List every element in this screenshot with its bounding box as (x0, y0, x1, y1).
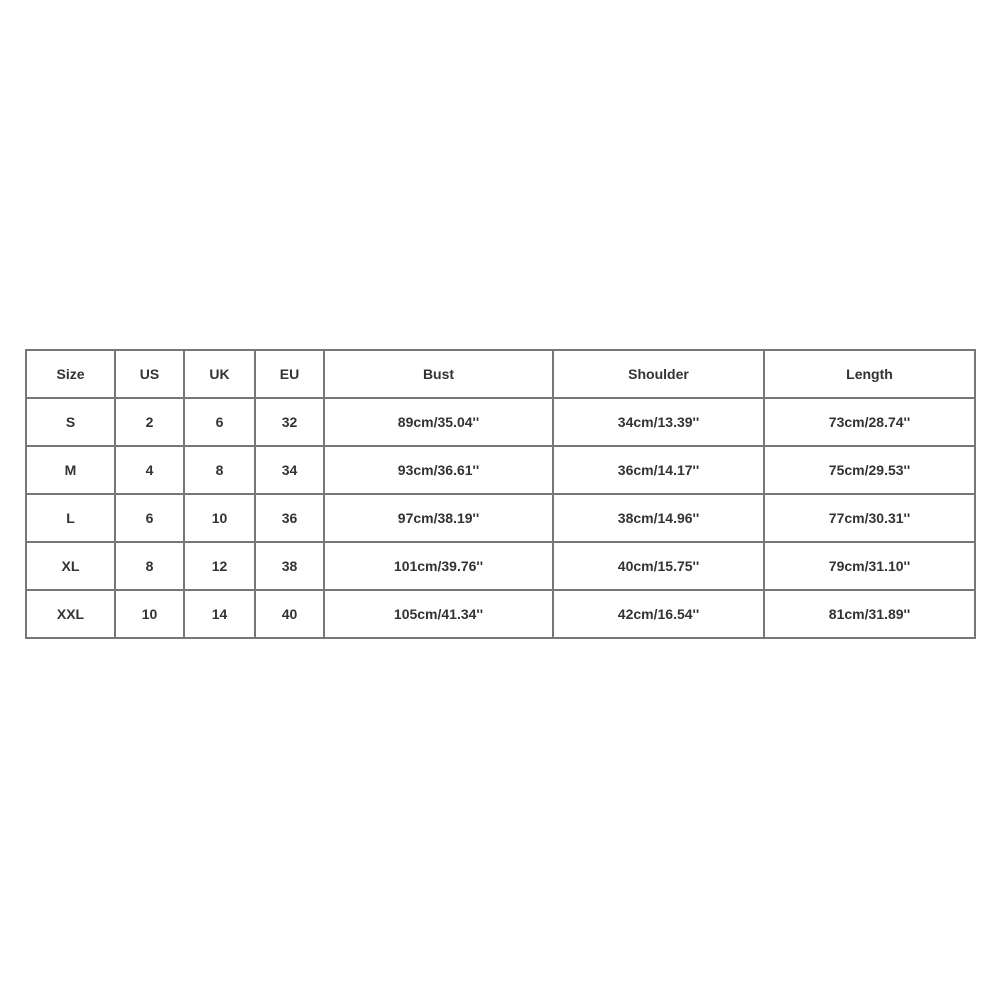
cell-us: 4 (115, 446, 184, 494)
cell-length: 77cm/30.31'' (764, 494, 975, 542)
cell-uk: 10 (184, 494, 255, 542)
table-row (26, 590, 975, 638)
cell-shoulder: 40cm/15.75'' (553, 542, 764, 590)
cell-bust: 89cm/35.04'' (324, 398, 553, 446)
cell-bust: 93cm/36.61'' (324, 446, 553, 494)
cell-us: 10 (115, 590, 184, 638)
cell-uk: 12 (184, 542, 255, 590)
table-row (26, 398, 975, 446)
cell-shoulder: 42cm/16.54'' (553, 590, 764, 638)
header-uk: UK (184, 350, 255, 398)
cell-us: 8 (115, 542, 184, 590)
cell-bust: 101cm/39.76'' (324, 542, 553, 590)
cell-eu: 38 (255, 542, 324, 590)
cell-length: 79cm/31.10'' (764, 542, 975, 590)
cell-eu: 34 (255, 446, 324, 494)
cell-us: 6 (115, 494, 184, 542)
cell-uk: 14 (184, 590, 255, 638)
cell-eu: 36 (255, 494, 324, 542)
cell-us: 2 (115, 398, 184, 446)
cell-size: L (26, 494, 115, 542)
cell-uk: 8 (184, 446, 255, 494)
cell-shoulder: 36cm/14.17'' (553, 446, 764, 494)
cell-length: 73cm/28.74'' (764, 398, 975, 446)
cell-size: XL (26, 542, 115, 590)
size-chart-table (25, 349, 976, 639)
cell-shoulder: 38cm/14.96'' (553, 494, 764, 542)
cell-uk: 6 (184, 398, 255, 446)
header-shoulder: Shoulder (553, 350, 764, 398)
header-row (26, 350, 975, 398)
cell-bust: 97cm/38.19'' (324, 494, 553, 542)
table-row (26, 446, 975, 494)
cell-size: XXL (26, 590, 115, 638)
table-row (26, 542, 975, 590)
cell-length: 75cm/29.53'' (764, 446, 975, 494)
header-size: Size (26, 350, 115, 398)
cell-size: M (26, 446, 115, 494)
cell-length: 81cm/31.89'' (764, 590, 975, 638)
cell-bust: 105cm/41.34'' (324, 590, 553, 638)
cell-eu: 32 (255, 398, 324, 446)
header-length: Length (764, 350, 975, 398)
header-eu: EU (255, 350, 324, 398)
cell-size: S (26, 398, 115, 446)
header-us: US (115, 350, 184, 398)
header-bust: Bust (324, 350, 553, 398)
cell-eu: 40 (255, 590, 324, 638)
cell-shoulder: 34cm/13.39'' (553, 398, 764, 446)
table-row (26, 494, 975, 542)
